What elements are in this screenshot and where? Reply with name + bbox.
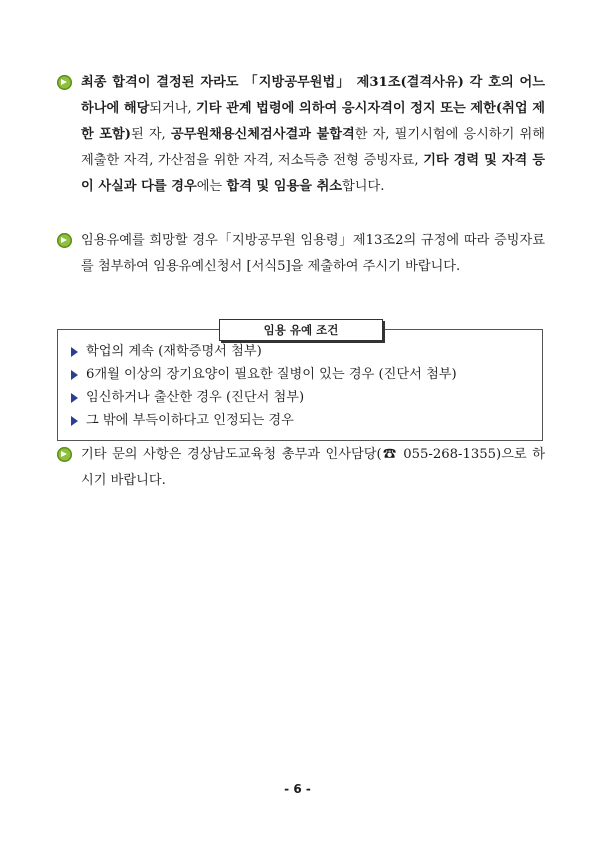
text-run: 되거나,	[149, 101, 196, 116]
page-number: - 6 -	[284, 782, 311, 796]
condition-text: 그 밖에 부득이하다고 인정되는 경우	[86, 413, 294, 428]
text-run-bold: 합격 및 임용을 취소	[226, 179, 343, 194]
text-run: 된 자,	[130, 127, 171, 142]
triangle-marker-icon	[71, 370, 78, 380]
triangle-marker-icon	[71, 416, 78, 426]
inquiry-notice	[57, 442, 545, 494]
condition-text: 임신하거나 출산한 경우 (진단서 첨부)	[86, 390, 305, 405]
disqualification-text	[81, 70, 545, 200]
text-run: 기타 문의 사항은 경상남도교육청 총무과 인사담당(	[81, 447, 382, 462]
circle-arrow-bullet-icon	[57, 75, 72, 90]
text-run-bold: 최종 합격이 결정된 자라도 「지방공무원법」 제31조(결격사유) 각 호의 어느 하나에 해당	[81, 75, 545, 116]
circle-arrow-bullet-icon	[57, 233, 72, 248]
triangle-marker-icon	[71, 393, 78, 403]
phone-icon: ☎	[381, 447, 398, 462]
text-run-bold: 기타 관계 법령에 의하여 응시자격이 정지 또는 제한(취업 제한 포함)	[81, 101, 545, 142]
inquiry-text	[81, 442, 545, 494]
text-run-bold: 공무원채용신체검사결과 불합격	[170, 127, 355, 142]
deferral-conditions-title: 임용 유예 조건	[219, 319, 383, 341]
deferral-text: 임용유예를 희망할 경우「지방공무원 임용령」제13조2의 규정에 따라 증빙자료를 첨부하여 임용유예신청서 [서식5]을 제출하여 주시기 바랍니다.	[81, 233, 545, 274]
condition-item	[71, 411, 294, 431]
condition-item	[71, 342, 262, 362]
condition-text: 6개월 이상의 장기요양이 필요한 질병이 있는 경우 (진단서 첨부)	[86, 367, 457, 382]
text-run: 한 자, 필기시험에 응시하기 위해 제출한 자격, 가산점을 위한 자격, 저소득층 전형 증빙자료,	[81, 127, 545, 168]
circle-arrow-bullet-icon	[57, 447, 72, 462]
disqualification-notice	[57, 70, 545, 200]
condition-item	[71, 365, 457, 385]
text-run: 055-268-1355)으로 하시기 바랍니다.	[81, 447, 546, 488]
text-run: 에는	[196, 179, 227, 194]
text-run-bold: 기타 경력 및 자격 등이 사실과 다를 경우	[81, 153, 546, 194]
triangle-marker-icon	[71, 347, 78, 357]
condition-text: 학업의 계속 (재학증명서 첨부)	[86, 344, 262, 359]
condition-item	[71, 388, 304, 408]
deferral-notice	[57, 228, 545, 280]
text-run: 합니다.	[342, 179, 385, 194]
deferral-conditions-box	[57, 323, 543, 441]
